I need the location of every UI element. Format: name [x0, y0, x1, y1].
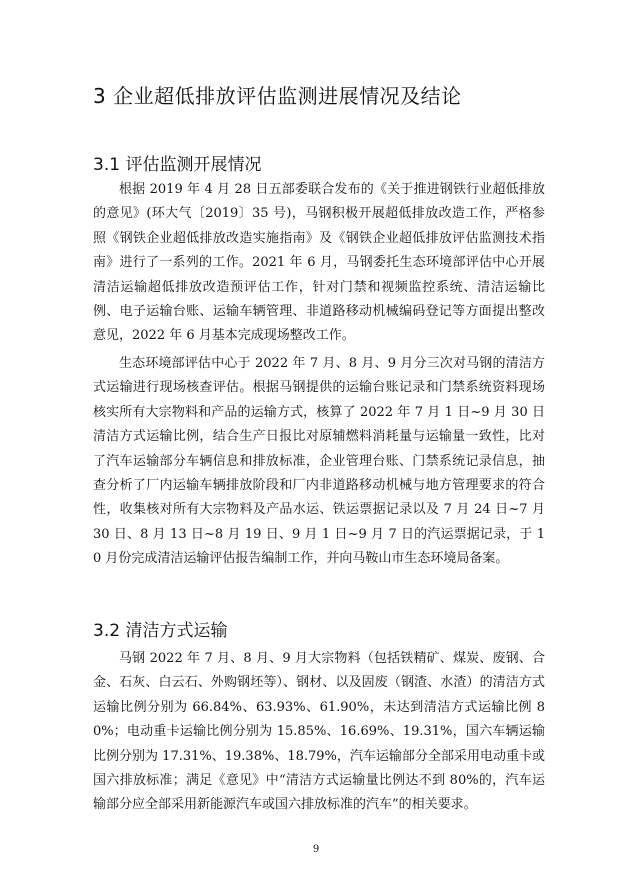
- section-3-1-paragraph-1: 根据 2019 年 4 月 28 日五部委联合发布的《关于推进钢铁行业超低排放的意见》(环大气〔2019〕35 号)，马钢积极开展超低排放改造工作，严格参照《钢铁企业超低排放改造实施指南》及《钢铁企业超低排放评估监测技术指南》进行了一系列的工作。2021 年 6 月，马钢委托生态环境部评估中心开展清洁运输超低排放改造预评估工作，针对门禁和视频监控系统、清洁运输比例、电子运输台账、运输车辆管理、非道路移动机械编码登记等方面提出整改意见，2022 年 6 月基本完成现场整改工作。: [93, 182, 545, 344]
- section-heading-3-1: 3.1 评估监测开展情况: [93, 155, 262, 175]
- section-3-2-paragraph-1: 马钢 2022 年 7 月、8 月、9 月大宗物料（包括铁精矿、煤炭、废钢、合金、石灰、白云石、外购钢坯等）、钢材、以及固废（钢渣、水渣）的清洁方式运输比例分别为 66.84%、63.93%、61.90%，未达到清洁方式运输比例 80%；电动重卡运输比例分别为 15.85%、16.69%、19.31%，国六车辆运输比例分别为 17.31%、19.38%、18.79%，汽车运输部分全部采用电动重卡或国六排放标准；满足《意见》中“清洁方式运输量比例达不到 80%的，汽车运输部分应全部采用新能源汽车或国六排放标准的汽车”的相关要求。: [93, 651, 545, 813]
- section-heading-3-2: 3.2 清洁方式运输: [93, 621, 228, 641]
- chapter-title: 3 企业超低排放评估监测进展情况及结论: [93, 84, 462, 108]
- section-3-1-paragraph-2: 生态环境部评估中心于 2022 年 7 月、8 月、9 月分三次对马钢的清洁方式运输进行现场核查评估。根据马钢提供的运输台账记录和门禁系统资料现场核实所有大宗物料和产品的运输方式，核算了 2022 年 7 月 1 日~9 月 30 日清洁方式运输比例，结合生产日报比对原辅燃料消耗量与运输量一致性，比对了汽车运输部分车辆信息和排放标准，企业管理台账、门禁系统记录信息，抽查分析了厂内运输车辆排放阶段和厂内非道路移动机械与地方管理要求的符合性，收集核对所有大宗物料及产品水运、铁运票据记录以及 7 月 24 日~7 月 30 日、8 月 13 日~8 月 19 日、9 月 1 日~9 月 7 日的汽运票据记录，于 10 月份完成清洁运输评估报告编制工作，并向马鞍山市生态环境局备案。: [93, 356, 545, 567]
- page-number: 9: [312, 844, 320, 855]
